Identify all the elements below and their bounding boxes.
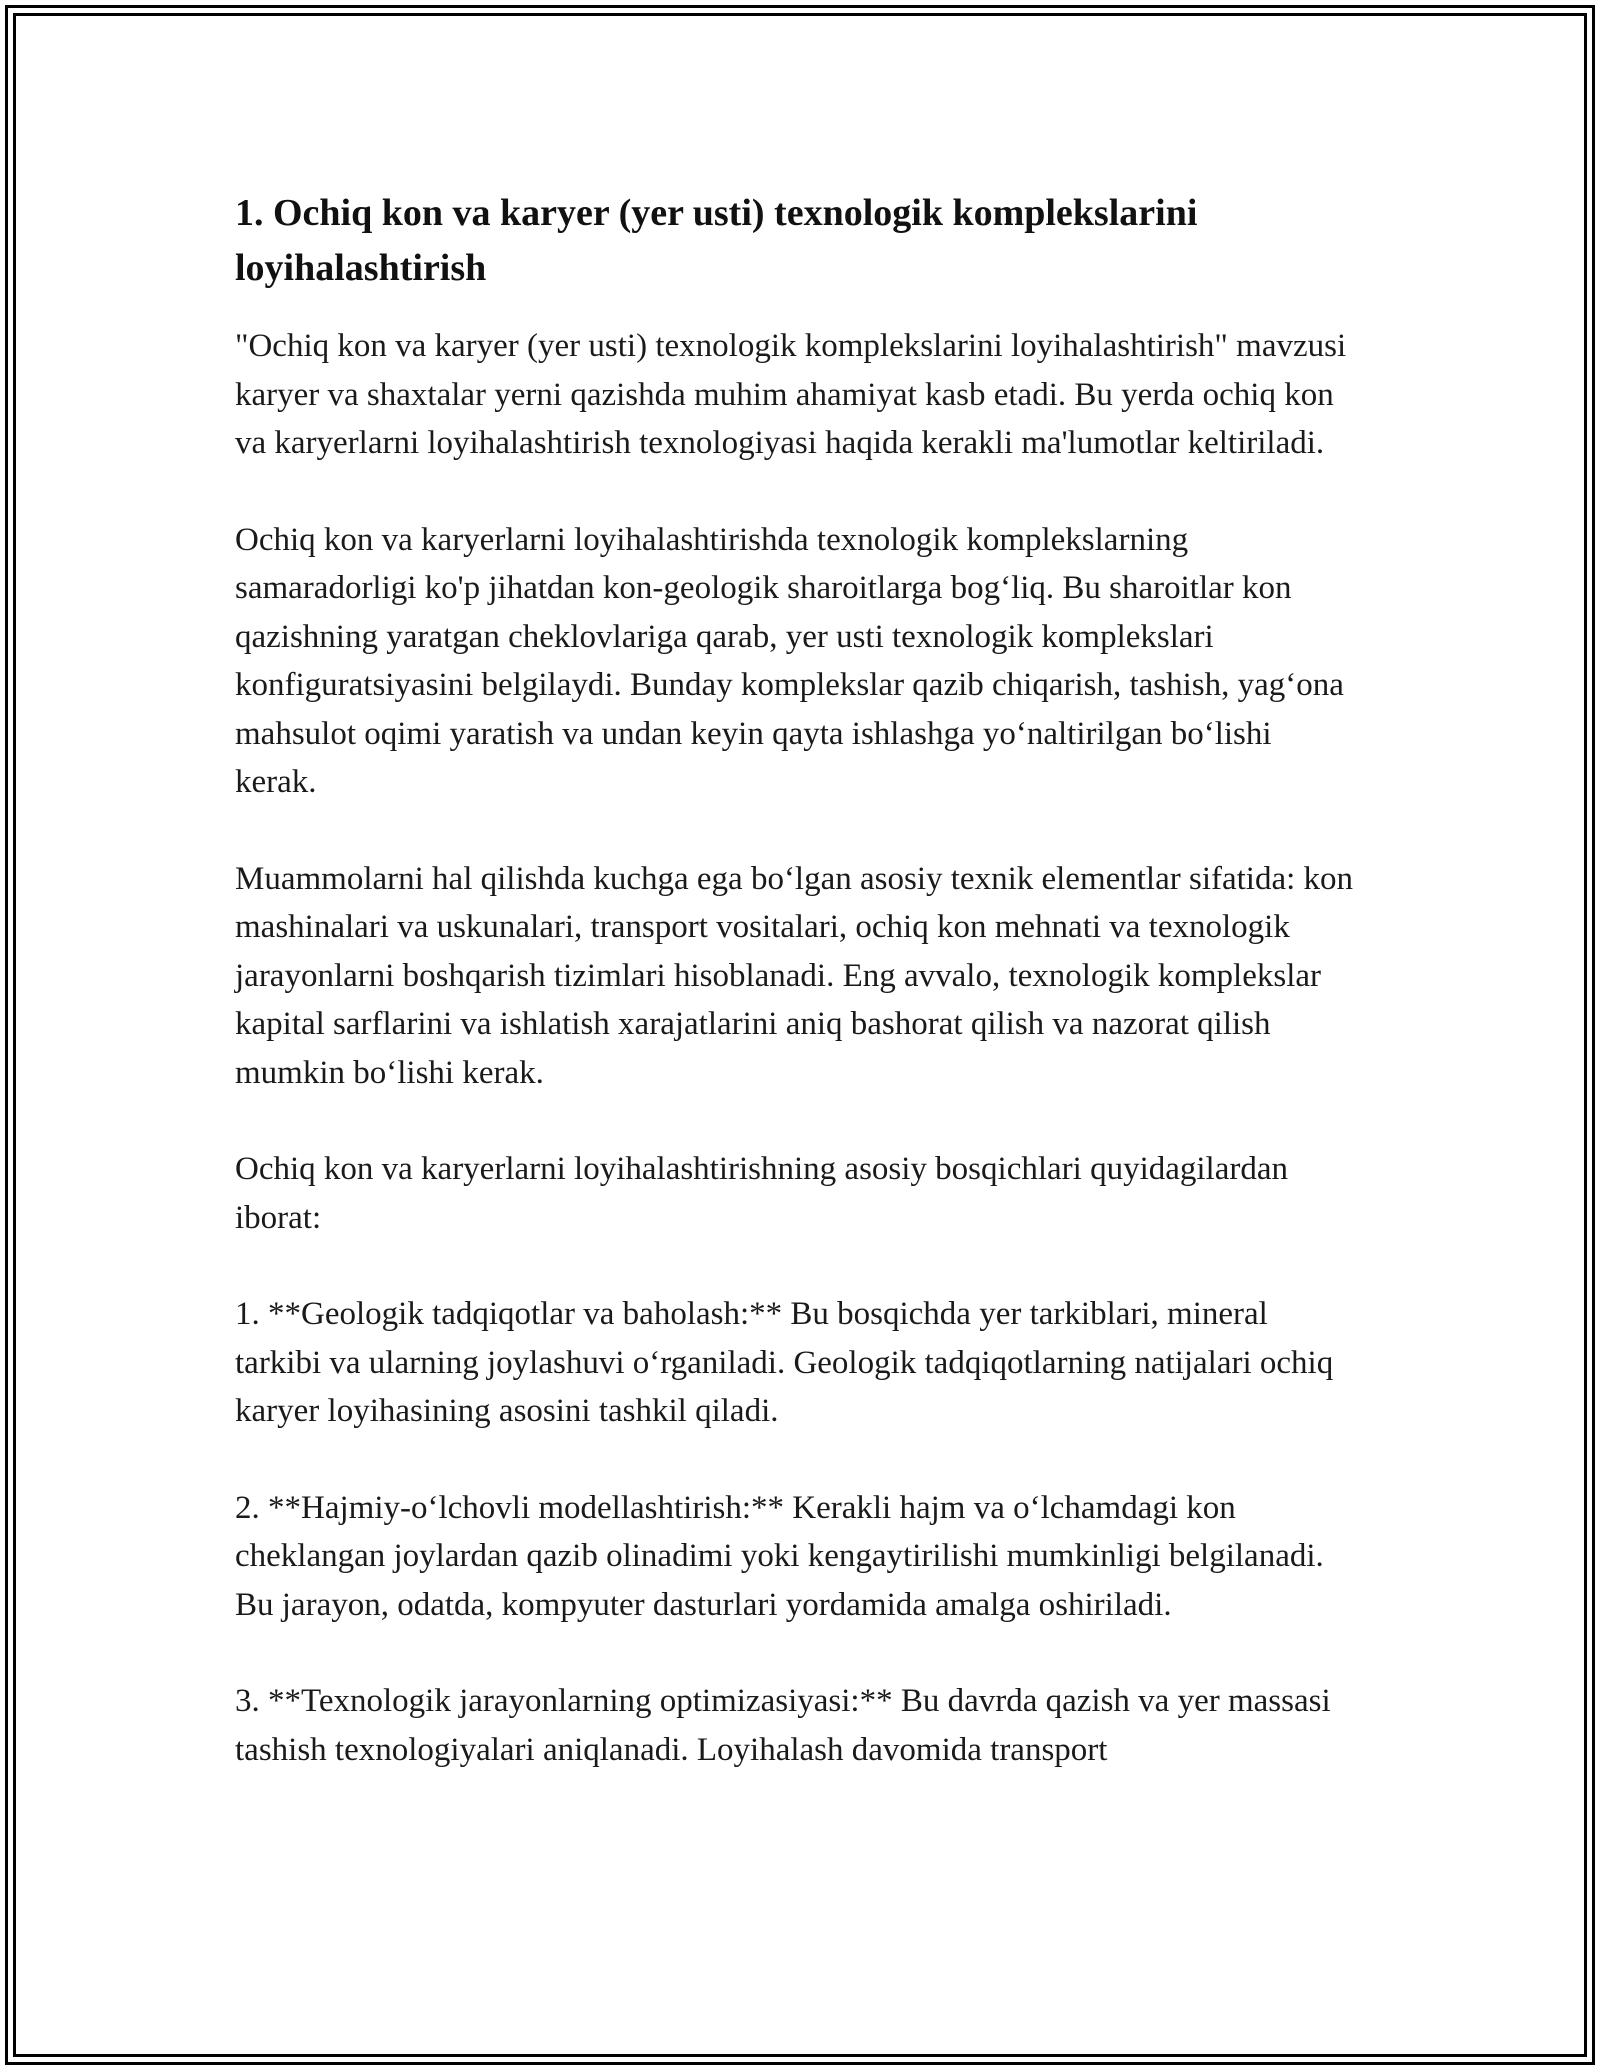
paragraph-intro: "Ochiq kon va karyer (yer usti) texnologik komplekslarini loyihalashtirish" mavzusi karyer va shaxtalar yerni qazishda muhim ahamiyat kasb etadi. Bu yerda ochiq kon va karyerlarni loyihalashtirish texnologiyasi haqida kerakli ma'lumotlar keltiriladi. — [235, 328, 1347, 461]
document-body — [235, 186, 1355, 1822]
paragraph-stages-intro: Ochiq kon va karyerlarni loyihalashtirishning asosiy bosqichlari quyidagilardan iborat: — [235, 1151, 1289, 1236]
paragraph-conditions: Ochiq kon va karyerlarni loyihalashtirishda texnologik komplekslarning samaradorligi ko'p jihatdan kon-geologik sharoitlarga bog‘liq. Bu sharoitlar kon qazishning yaratgan cheklovlariga qarab, yer usti texnologik komplekslari konfiguratsiyasini belgilaydi. Bunday komplekslar qazib chiqarish, tashish, yag‘ona mahsulot oqimi yaratish va undan keyin qayta ishlashga yo‘naltirilgan bo‘lishi kerak. — [235, 521, 1344, 800]
list-item-process-optimization: 3. **Texnologik jarayonlarning optimizasiyasi:** Bu davrda qazish va yer massasi tashish texnologiyalari aniqlanadi. Loyihalash davomida transport — [235, 1683, 1331, 1768]
list-item-volume-modeling: 2. **Hajmiy-o‘lchovli modellashtirish:** Kerakli hajm va o‘lchamdagi kon cheklangan joylardan qazib olinadimi yoki kengaytirilishi mumkinligi belgilanadi. Bu jarayon, odatda, kompyuter dasturlari yordamida amalga oshiriladi. — [235, 1489, 1324, 1623]
paragraph-technical-elements: Muammolarni hal qilishda kuchga ega bo‘lgan asosiy texnik elementlar sifatida: kon mashinalari va uskunalari, transport vositalari, ochiq kon mehnati va texnologik jarayonlarni boshqarish tizimlari hisoblanadi. Eng avvalo, texnologik komplekslar kapital sarflarini va ishlatish xarajatlarini aniq bashorat qilish va nazorat qilish mumkin bo‘lishi kerak. — [235, 860, 1354, 1091]
list-item-geological-research: 1. **Geologik tadqiqotlar va baholash:** Bu bosqichda yer tarkiblari, mineral tarkibi va ularning joylashuvi o‘rganiladi. Geologik tadqiqotlarning natijalari ochiq karyer loyihasining asosini tashkil qiladi. — [235, 1296, 1334, 1429]
document-title: 1. Ochiq kon va karyer (yer usti) texnologik komplekslarini loyihalashtirish — [235, 192, 1198, 289]
